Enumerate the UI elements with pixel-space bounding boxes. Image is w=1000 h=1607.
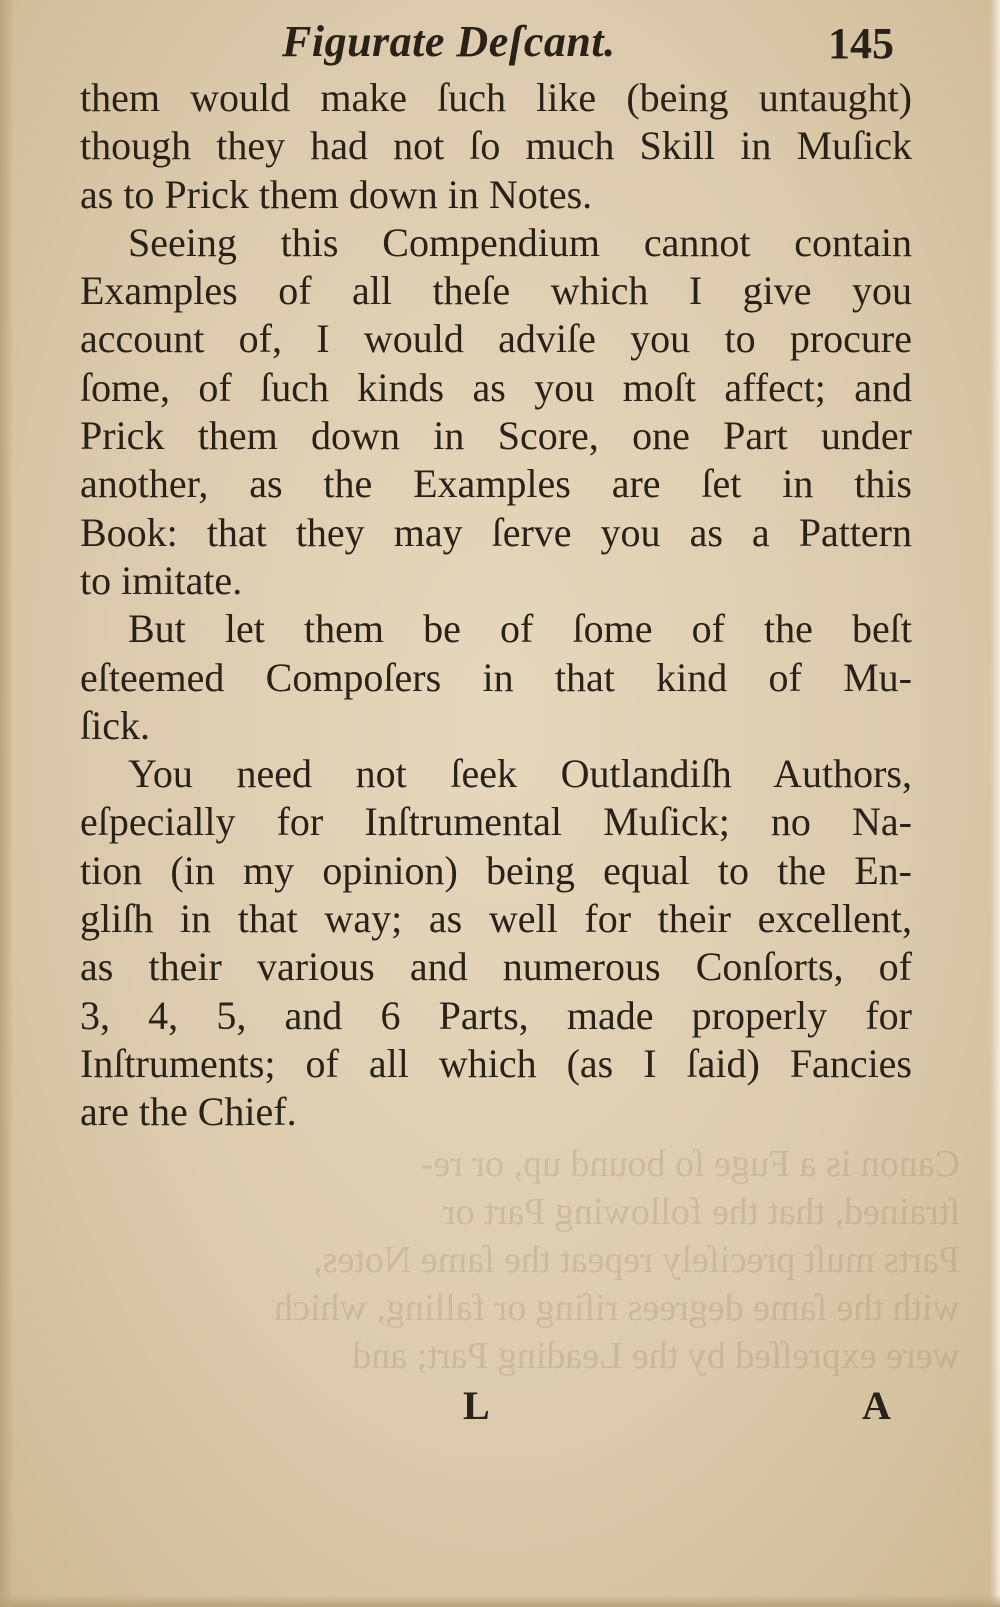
body-text (80, 74, 912, 1137)
text-line: Book: that they may ſerve you as a Pattern (80, 509, 912, 555)
paragraph-start-line: But let them be of ſome of the beſt (128, 606, 912, 652)
text-line: though they had not ſo much Skill in Muſick (80, 123, 912, 169)
text-line: as their various and numerous Conſorts, of (80, 944, 912, 990)
catchword: A (862, 1383, 891, 1428)
text-line: 3, 4, 5, and 6 Parts, made properly for (80, 992, 912, 1038)
page-number: 145 (828, 19, 894, 68)
page-edge-shadow-left (0, 0, 14, 1607)
text-line: ſome, of ſuch kinds as you moſt affect; and (80, 364, 912, 410)
text-line: another, as the Examples are ſet in this (80, 461, 912, 507)
page-edge-shadow-bottom (0, 1595, 1000, 1607)
paragraph-start-line: You need not ſeek Outlandiſh Authors, (128, 751, 912, 797)
page-edge-right (990, 0, 1000, 1607)
running-title: Figurate Deſcant. (282, 17, 616, 66)
text-line: are the Chief. (80, 1089, 297, 1135)
running-head (0, 16, 1000, 76)
show-through-from-reverse: Canon is a Fuge ſo bound up, or re- ſtrained, that the following Part or Parts muſt preciſely repeat the ſame Notes, with the ſame degrees riſing or falling, which were expreſſed by the Leading Part; and (274, 1143, 960, 1377)
text-line: eſpecially for Inſtrumental Muſick; no Na- (80, 799, 912, 845)
text-line: account of, I would adviſe you to procure (80, 316, 912, 362)
paragraph-start-line: Seeing this Compendium cannot contain (128, 219, 912, 265)
text-line: Examples of all theſe which I give you (80, 268, 912, 314)
text-line: ſick. (80, 702, 150, 748)
signature-mark: L (463, 1383, 490, 1428)
text-line: tion (in my opinion) being equal to the En- (80, 847, 912, 893)
text-line: to imitate. (80, 557, 243, 603)
text-line: them would make ſuch like (being untaught) (80, 75, 912, 120)
text-line: Inſtruments; of all which (as I ſaid) Fancies (80, 1040, 912, 1086)
text-line: as to Prick them down in Notes. (80, 171, 593, 217)
text-line: eſteemed Compoſers in that kind of Mu- (80, 654, 912, 700)
text-line: gliſh in that way; as well for their excellent, (80, 896, 912, 942)
text-line: Prick them down in Score, one Part under (80, 413, 912, 459)
